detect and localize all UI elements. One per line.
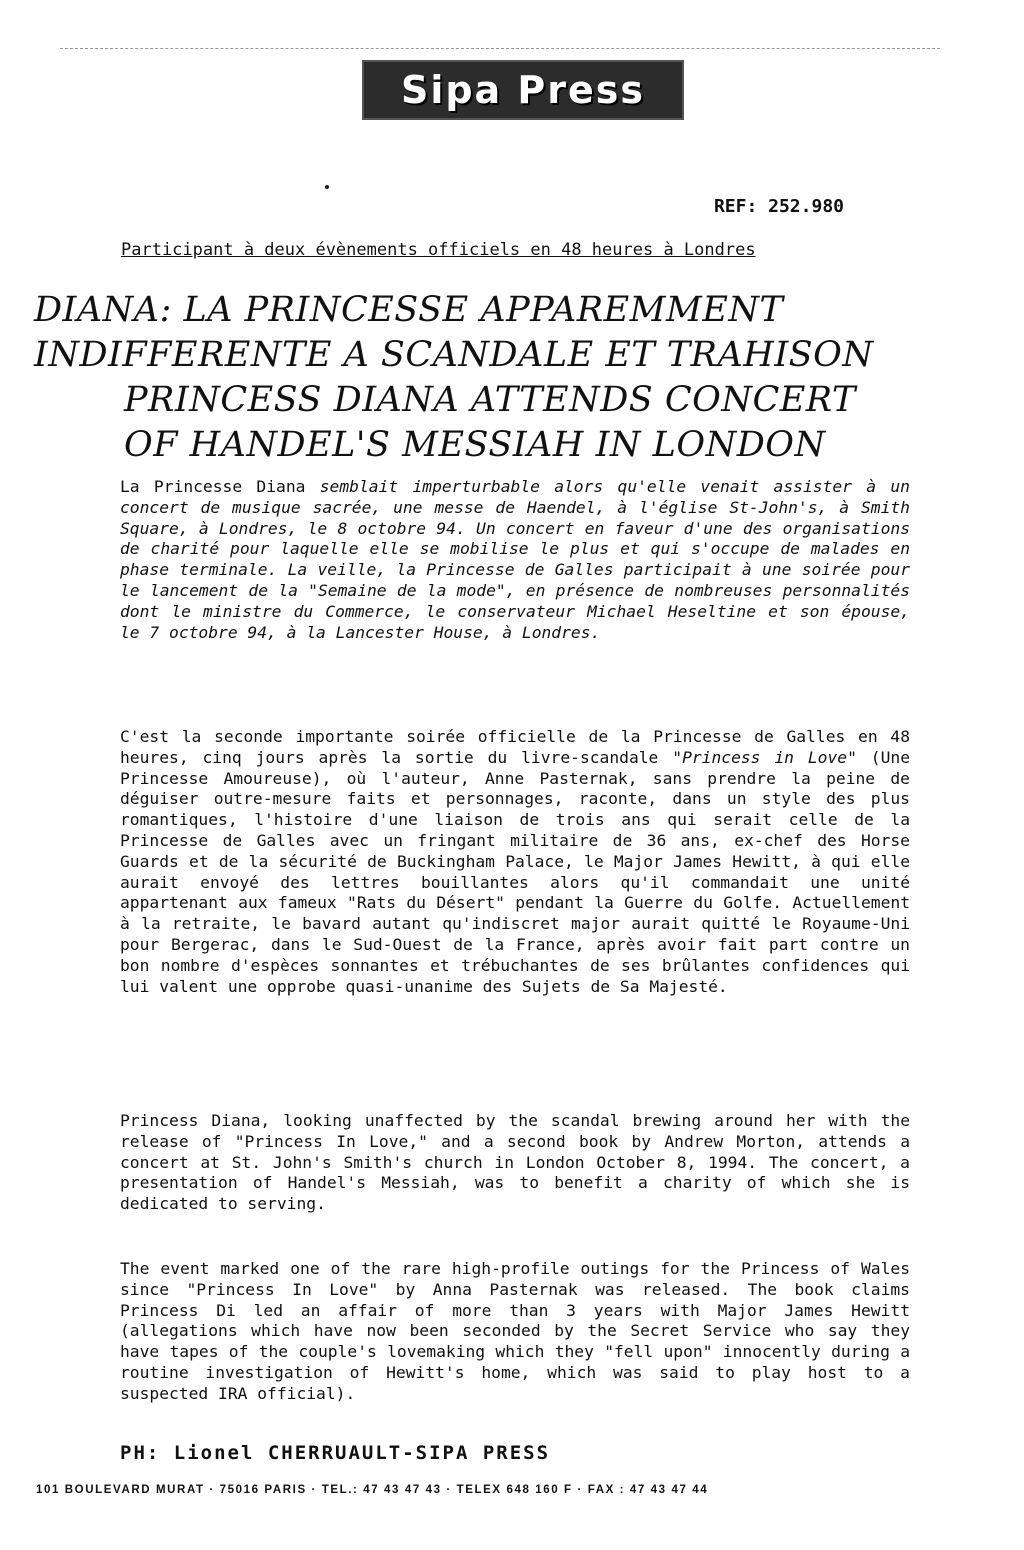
paragraph-2-part-a: C'est la seconde importante soirée officielle de la Princesse de Galles en 48 heures, cinq jours après la sortie du livre-scandale [120, 727, 910, 767]
paragraph-1-lead: La Princesse Diana [120, 477, 320, 496]
headline [34, 288, 934, 468]
sipa-press-logo [362, 60, 684, 120]
paragraph-french-2 [120, 727, 910, 997]
paragraph-2-part-b: (Une Princesse Amoureuse), où l'auteur, Anne Pasternak, sans prendre la peine de déguiser outre-mesure faits et personnages, raconte, dans un style des plus romantiques, l'histoire d'une liaison de trois ans qui serait celle de la Princesse de Galles avec un fringant militaire de 36 ans, ex-chef des Horse Guards et de la sécurité de Buckingham Palace, le Major James Hewitt, à qui elle aurait envoyé des lettres bouillantes alors qu'il commandait une unité appartenant aux fameux "Rats du Désert" pendant la Guerre du Golfe. Actuellement à la retraite, le bavard autant qu'indiscret major aurait quitté le Royaume-Uni pour Bergerac, dans le Sud-Ouest de la France, après avoir fait part contre un bon nombre d'espèces sonnantes et trébuchantes de ses brûlantes confidences qui lui valent une opprobe quasi-unanime des Sujets de Sa Majesté. [120, 747, 910, 996]
paragraph-1-body: semblait imperturbable alors qu'elle venait assister à un concert de musique sacrée, une messe de Haendel, à l'église St-John's, à Smith Square, à Londres, le 8 octobre 94. Un concert en faveur d'une des organisations de charité pour laquelle elle se mobilise le plus et qui s'occupe de malades en phase terminale. La veille, la Princesse de Galles participait à une soirée pour le lancement de la "Semaine de la mode", en présence de nombreuses personnalités dont le ministre du Commerce, le conservateur Michael Heseltine et son épouse, le 7 octobre 94, à la Lancester House, à Londres. [120, 477, 910, 642]
logo-text: Sipa Press [400, 68, 646, 112]
headline-line-2: INDIFFERENTE A SCANDALE ET TRAHISON [34, 335, 874, 375]
footer-address: 101 BOULEVARD MURAT · 75016 PARIS · TEL.: 47 43 47 43 · TELEX 648 160 F · FAX : 47 43 47 44 [36, 1484, 709, 1496]
photo-credit: PH: Lionel CHERRUAULT-SIPA PRESS [120, 1442, 551, 1464]
headline-line-3: PRINCESS DIANA ATTENDS CONCERT [124, 380, 856, 420]
top-edge-line [60, 48, 940, 50]
reference-number: REF: 252.980 [713, 196, 844, 217]
paragraph-english-2: The event marked one of the rare high-profile outings for the Princess of Wales since "Princess In Love" by Anna Pasternak was released. The book claims Princess Di led an affair of more than 3 years with Major James Hewitt (allegations which have now been seconded by the Secret Service who say they have tapes of the couple's lovemaking which they "fell upon" innocently during a routine investigation of Hewitt's home, which was said to play host to a suspected IRA official). [120, 1259, 910, 1403]
kicker-subheading: Participant à deux évènements officiels en 48 heures à Londres [121, 240, 756, 260]
paragraph-2-book-title: "Princess in Love" [672, 747, 857, 767]
headline-line-1: DIANA: LA PRINCESSE APPAREMMENT [34, 290, 784, 330]
speck-mark [325, 185, 329, 189]
paragraph-french-1 [120, 477, 910, 643]
headline-line-4: OF HANDEL'S MESSIAH IN LONDON [124, 425, 826, 465]
paragraph-english-1: Princess Diana, looking unaffected by the scandal brewing around her with the release of "Princess In Love," and a second book by Andrew Morton, attends a concert at St. John's Smith's church in London October 8, 1994. The concert, a presentation of Handel's Messiah, was to benefit a charity of which she is dedicated to serving. [120, 1111, 910, 1214]
